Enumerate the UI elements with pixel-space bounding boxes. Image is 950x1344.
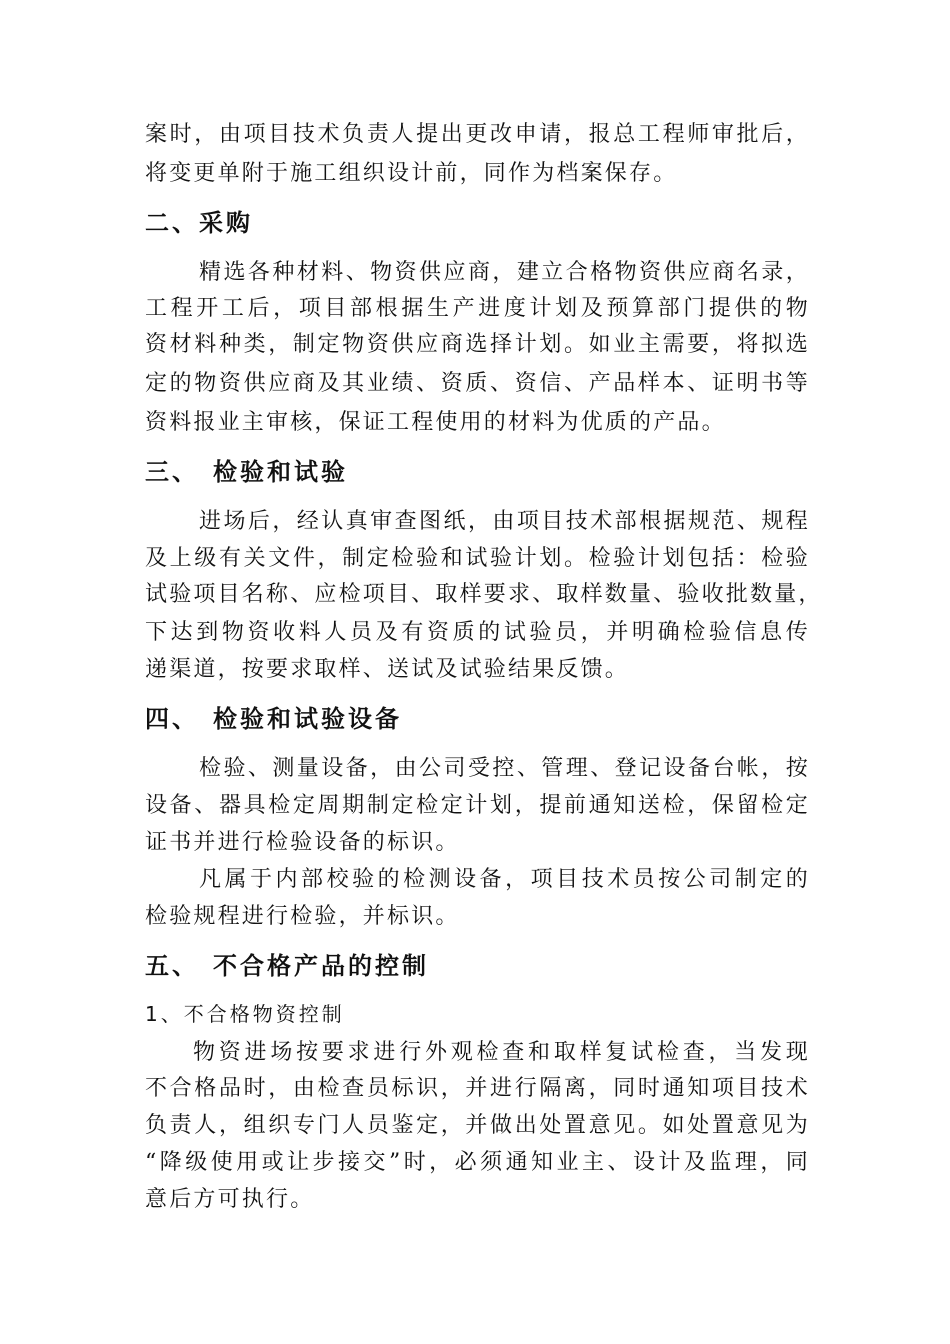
section-number: 五、 (145, 952, 199, 980)
body-text-line: 不合格品时，由检查员标识，并进行隔离，同时通知项目技术 (145, 1076, 810, 1101)
body-text-line: 精选各种材料、物资供应商，建立合格物资供应商名录， (199, 260, 810, 285)
body-text-line: 将变更单附于施工组织设计前，同作为档案保存。 (145, 161, 678, 186)
section-number: 四、 (145, 705, 199, 733)
body-text-line: 定的物资供应商及其业绩、资质、资信、产品样本、证明书等 (145, 371, 810, 396)
section-title: 采购 (199, 209, 253, 237)
section-number: 三、 (145, 458, 199, 486)
section-heading-nonconforming (145, 948, 429, 984)
section-heading-procurement (145, 205, 253, 241)
body-text-line: 证书并进行检验设备的标识。 (145, 830, 460, 855)
body-text-line: 工程开工后，项目部根据生产进度计划及预算部门提供的物 (145, 296, 810, 321)
body-text-line: 进场后，经认真审查图纸，由项目技术部根据规范、规程 (199, 509, 810, 534)
body-text-line: 资材料种类，制定物资供应商选择计划。如业主需要，将拟选 (145, 332, 810, 357)
body-text-line: 资料报业主审核，保证工程使用的材料为优质的产品。 (145, 410, 726, 435)
section-title: 检验和试验 (213, 458, 348, 486)
body-text-line: 物资进场按要求进行外观检查和取样复试检查，当发现 (193, 1040, 810, 1065)
section-number: 二、 (145, 209, 199, 237)
body-text-line: 及上级有关文件，制定检验和试验计划。检验计划包括：检验 (145, 546, 810, 571)
body-text-line: 检验规程进行检验，并标识。 (145, 904, 460, 929)
body-text-line: 下达到物资收料人员及有资质的试验员，并明确检验信息传 (145, 620, 810, 645)
body-text-line: 递渠道，按要求取样、送试及试验结果反馈。 (145, 657, 630, 682)
body-text-line: 意后方可执行。 (145, 1187, 315, 1212)
section-title: 检验和试验设备 (213, 705, 402, 733)
subheading: 1、不合格物资控制 (145, 1002, 345, 1026)
section-title: 不合格产品的控制 (213, 952, 429, 980)
body-text-line: 案时，由项目技术负责人提出更改申请，报总工程师审批后， (145, 122, 810, 147)
body-text-line: “降级使用或让步接交”时，必须通知业主、设计及监理，同 (145, 1150, 810, 1175)
body-text-line: 凡属于内部校验的检测设备，项目技术员按公司制定的 (199, 867, 810, 892)
body-text-line: 负责人，组织专门人员鉴定，并做出处置意见。如处置意见为 (145, 1113, 810, 1138)
section-heading-inspection (145, 454, 348, 490)
body-text-line: 检验、测量设备，由公司受控、管理、登记设备台帐，按 (199, 756, 810, 781)
body-text-line: 设备、器具检定周期制定检定计划，提前通知送检，保留检定 (145, 793, 810, 818)
body-text-line: 试验项目名称、应检项目、取样要求、取样数量、验收批数量， (145, 582, 823, 607)
section-heading-equipment (145, 701, 402, 737)
